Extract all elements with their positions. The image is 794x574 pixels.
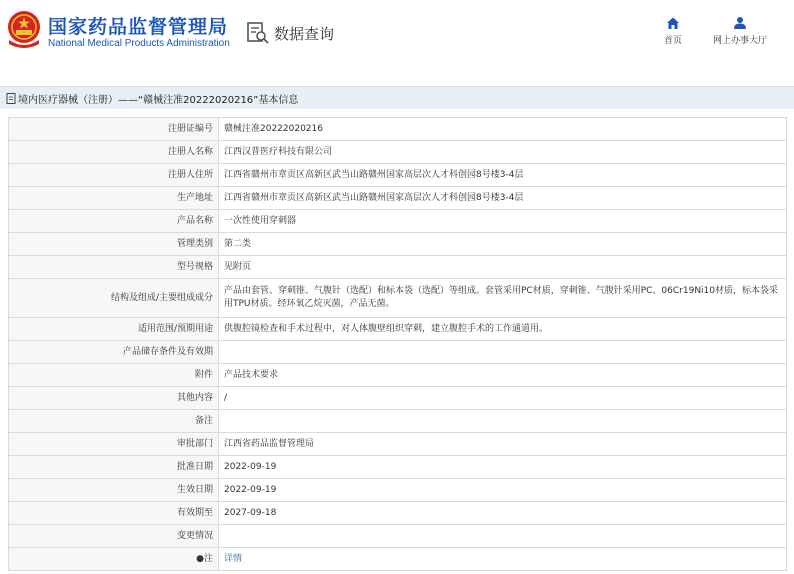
table-row xyxy=(9,164,787,187)
field-label: 附件 xyxy=(9,364,219,387)
table-row xyxy=(9,318,787,341)
field-value: 产品技术要求 xyxy=(219,364,787,387)
table-row xyxy=(9,364,787,387)
field-value xyxy=(219,525,787,548)
field-value: 一次性使用穿刺器 xyxy=(219,210,787,233)
table-row xyxy=(9,118,787,141)
field-label: 有效期至 xyxy=(9,502,219,525)
field-label: 结构及组成/主要组成成分 xyxy=(9,279,219,318)
field-label: 变更情况 xyxy=(9,525,219,548)
field-label: 管理类别 xyxy=(9,233,219,256)
note-label-cell xyxy=(9,548,219,571)
field-value: 江西省药品监督管理局 xyxy=(219,433,787,456)
bullet-icon: ● xyxy=(196,553,204,564)
field-value: 江西省赣州市章贡区高新区武当山路赣州国家高层次人才科创园8号楼3-4层 xyxy=(219,187,787,210)
breadcrumb-bar xyxy=(0,86,794,109)
field-value: 赣械注准20222020216 xyxy=(219,118,787,141)
field-value: 2022-09-19 xyxy=(219,479,787,502)
field-label: 产品名称 xyxy=(9,210,219,233)
table-row xyxy=(9,479,787,502)
table-row xyxy=(9,256,787,279)
field-label: 其他内容 xyxy=(9,387,219,410)
nav-home-label: 首页 xyxy=(663,36,682,46)
field-value xyxy=(219,410,787,433)
table-row xyxy=(9,502,787,525)
field-label: 型号规格 xyxy=(9,256,219,279)
org-name-cn[interactable]: 国家药品监督管理局 xyxy=(48,16,229,38)
table-row xyxy=(9,548,787,571)
table-row xyxy=(9,210,787,233)
table-row xyxy=(9,341,787,364)
detail-link[interactable]: 详情 xyxy=(224,553,243,564)
field-label: 注册证编号 xyxy=(9,118,219,141)
nav-home[interactable] xyxy=(658,16,688,46)
field-value: / xyxy=(219,387,787,410)
field-value: 江西省赣州市章贡区高新区武当山路赣州国家高层次人才科创园8号楼3-4层 xyxy=(219,164,787,187)
data-query-link[interactable] xyxy=(246,21,334,45)
field-label: 注册人住所 xyxy=(9,164,219,187)
field-label: 注 xyxy=(203,553,213,564)
org-name-en[interactable]: National Medical Products Administration xyxy=(48,38,230,49)
national-emblem-icon xyxy=(5,10,43,50)
table-row xyxy=(9,456,787,479)
user-icon xyxy=(733,16,747,30)
field-value: 江西汉普医疗科技有限公司 xyxy=(219,141,787,164)
breadcrumb xyxy=(6,91,298,106)
table-row xyxy=(9,387,787,410)
field-label: 适用范围/预期用途 xyxy=(9,318,219,341)
field-value: 供腹腔镜检查和手术过程中，对人体腹壁组织穿刺，建立腹腔手术的工作通道用。 xyxy=(219,318,787,341)
detail-table xyxy=(8,117,787,571)
document-search-icon xyxy=(246,21,270,45)
home-icon xyxy=(666,16,680,30)
field-label: 备注 xyxy=(9,410,219,433)
field-value: 见附页 xyxy=(219,256,787,279)
field-value xyxy=(219,341,787,364)
field-value: 2027-09-18 xyxy=(219,502,787,525)
table-row xyxy=(9,410,787,433)
document-icon xyxy=(6,93,16,104)
field-value: 产品由套管、穿刺锥、气腹针（选配）和标本袋（选配）等组成。套管采用PC材质，穿刺锥、气腹针采用PC、06Cr19Ni10材质，标本袋采用TPU材质。经环氧乙烷灭菌，产品无菌。 xyxy=(219,279,787,318)
data-query-label: 数据查询 xyxy=(274,24,335,43)
table-row xyxy=(9,187,787,210)
table-row xyxy=(9,141,787,164)
field-label: 生产地址 xyxy=(9,187,219,210)
table-row xyxy=(9,525,787,548)
table-row xyxy=(9,233,787,256)
table-row xyxy=(9,433,787,456)
nav-hall-label: 网上办事大厅 xyxy=(712,36,767,46)
site-header xyxy=(0,0,794,72)
field-label: 生效日期 xyxy=(9,479,219,502)
field-value xyxy=(219,548,787,571)
nav-online-hall[interactable] xyxy=(705,16,775,46)
field-value: 第二类 xyxy=(219,233,787,256)
field-label: 产品储存条件及有效期 xyxy=(9,341,219,364)
field-label: 注册人名称 xyxy=(9,141,219,164)
breadcrumb-text: 境内医疗器械（注册）——“赣械注准20222020216”基本信息 xyxy=(18,95,299,106)
field-label: 批准日期 xyxy=(9,456,219,479)
table-row xyxy=(9,279,787,318)
field-value: 2022-09-19 xyxy=(219,456,787,479)
field-label: 审批部门 xyxy=(9,433,219,456)
